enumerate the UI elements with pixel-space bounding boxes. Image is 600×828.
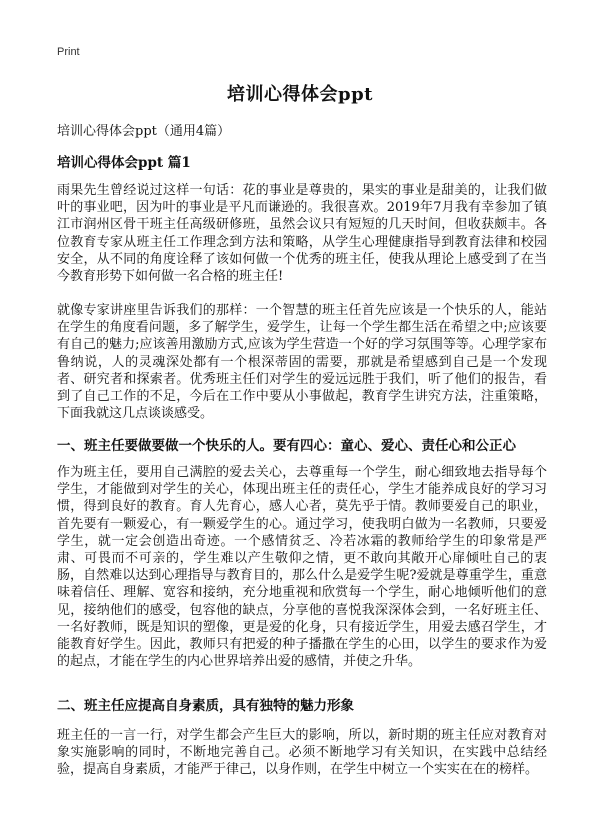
paragraph-intro: 雨果先生曾经说过这样一句话：花的事业是尊贵的，果实的事业是甜美的，让我们做叶的事业吧，因为叶的事业是平凡而谦逊的。我很喜欢。2019年7月我有幸参加了镇江市润州区骨干班主任高级研修班，虽然会议只有短短的几天时间，但收获颇丰。各位教育专家从班主任工作理念到方法和策略，从学生心理健康指导到教育法律和校园安全，从不同的角度诠释了该如何做一个优秀的班主任，使我从理论上感受到了在当今教育形势下如何做一名合格的班主任! [57, 183, 547, 285]
article-heading: 培训心得体会ppt 篇1 [57, 155, 191, 171]
document-title: 培训心得体会ppt [227, 84, 373, 105]
paragraph-section-2: 班主任的一言一行，对学生都会产生巨大的影响，所以，新时期的班主任应对教育对象实施影响的同时，不断地完善自己。必须不断地学习有关知识，在实践中总结经验，提高自身素质，才能严于律己，以身作则，在学生中树立一个实实在在的榜样。 [57, 728, 547, 778]
paragraph-expert: 就像专家讲座里告诉我们的那样：一个智慧的班主任首先应该是一个快乐的人，能站在学生的角度看问题，多了解学生，爱学生，让每一个学生都生活在希望之中;应该要有自己的魅力;应该善用激励方式,应该为学生营造一个好的学习氛围等等。心理学家布鲁纳说，人的灵魂深处都有一个根深蒂固的需要，那就是希望感到自己是一个发现者、研究者和探索者。优秀班主任们对学生的爱远远胜于我们，听了他们的报告，看到了自己工作的不足，今后在工作中要从小事做起，教育学生讲究方法，注重策略，下面我就这几点谈谈感受。 [57, 303, 547, 422]
section-heading-1: 一、班主任要做要做一个快乐的人。要有四心：童心、爱心、责任心和公正心 [57, 438, 516, 454]
paragraph-section-1: 作为班主任，要用自己满腔的爱去关心，去尊重每一个学生，耐心细致地去指导每个学生，才能做到对学生的关心，体现出班主任的责任心，学生才能养成良好的学习习惯，得到良好的教育。育人先育心，感人心者，莫先乎于情。教师要爱自己的职业，首先要有一颗爱心，有一颗爱学生的心。通过学习，使我明白做为一名教师，只要爱学生，就一定会创造出奇迹。一个感情贫乏、冷若冰霜的教师给学生的印象常是严肃、可畏而不可亲的，学生难以产生敬仰之情，更不敢向其敞开心扉倾吐自己的衷肠，自然难以达到心理指导与教育目的，那么什么是爱学生呢?爱就是尊重学生，重意味着信任、理解、宽容和接纳，充分地重视和欣赏每一个学生，耐心地倾听他们的意见，接纳他们的感受，包容他的缺点，分享他的喜悦我深深体会到，一名好班主任、一名好教师，既是知识的塑像，更是爱的化身，只有接近学生，用爱去感召学生，才能教育好学生。因此，教师只有把爱的种子播撒在学生的心田，以学生的要求作为爱的起点，才能在学生的内心世界培养出爱的感情，并使之升华。 [57, 465, 547, 670]
print-label: Print [57, 46, 80, 58]
document-subtitle: 培训心得体会ppt（通用4篇） [57, 124, 231, 139]
section-heading-2: 二、班主任应提高自身素质，具有独特的魅力形象 [57, 698, 354, 714]
